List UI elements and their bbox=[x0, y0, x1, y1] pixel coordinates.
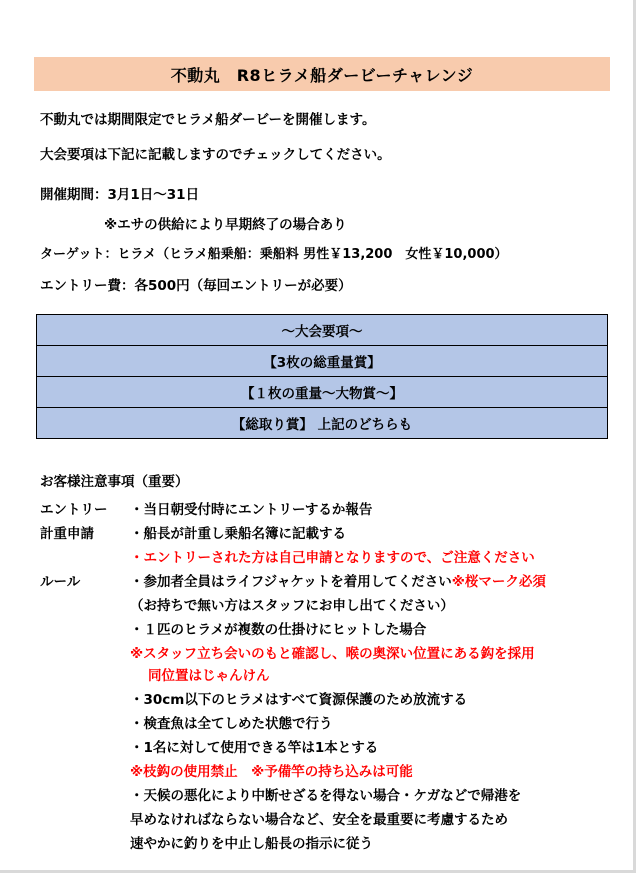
rule-inspection: ・検査魚は全てしめた状態で行う bbox=[130, 716, 333, 732]
rule-rod-red-row bbox=[40, 760, 413, 780]
page-title bbox=[34, 57, 610, 91]
rule-multi-hit-tiebreak: 同位置はじゃんけん bbox=[148, 668, 270, 684]
rules-header: ～大会要項～ bbox=[37, 315, 607, 346]
rule-rod-row bbox=[40, 736, 378, 756]
competition-rules-table bbox=[36, 314, 608, 439]
rule-life-jacket: ・参加者全員はライフジャケットを着用してください bbox=[130, 574, 452, 590]
intro-line-2: 大会要項は下記に記載しますのでチェックしてください。 bbox=[40, 147, 391, 163]
rule-multi-hit-judgement: ※スタッフ立ち会いのもと確認し、喉の奥深い位置にある鈎を採用 bbox=[130, 646, 535, 662]
rule-multi-hit-row bbox=[40, 618, 426, 638]
rule-safety-a: ・天候の悪化により中断せざるを得ない場合・ケガなどで帰港を bbox=[130, 788, 522, 804]
notes-weigh-warning-row bbox=[40, 546, 535, 566]
event-target: ターゲット：ヒラメ（ヒラメ船乗船：乗船料 男性￥13,200 女性￥10,000） bbox=[40, 247, 508, 262]
rule-safety-row-b bbox=[40, 808, 508, 828]
title-text: 不動丸 R8ヒラメ船ダービーチャレンジ bbox=[170, 65, 474, 85]
rule-total-weight: 【3枚の総重量賞】 bbox=[37, 346, 607, 377]
notes-weigh-row bbox=[40, 522, 346, 542]
notes-weigh-warning: ・エントリーされた方は自己申請となりますので、ご注意ください bbox=[130, 550, 535, 566]
entry-fee: エントリー費：各500円（毎回エントリーが必要） bbox=[40, 278, 352, 294]
rule-rod-limit: ・1名に対して使用できる竿は1本とする bbox=[130, 740, 379, 756]
rule-single-weight: 【１枚の重量～大物賞～】 bbox=[37, 377, 607, 408]
notes-rule-label: ルール bbox=[40, 574, 81, 590]
notes-weigh-label: 計重申請 bbox=[40, 526, 94, 542]
rule-release-row bbox=[40, 688, 467, 708]
rule-multi-hit-red-a-row bbox=[40, 642, 535, 662]
notes-weigh-text: ・船長が計重し乗船名簿に記載する bbox=[130, 526, 346, 542]
rule-grand-prize: 【総取り賞】 上記のどちらも bbox=[37, 408, 607, 438]
event-period: 開催期間：3月1日～31日 bbox=[40, 187, 200, 203]
rule-life-jacket-warning: ※桜マーク必須 bbox=[451, 574, 546, 590]
rule-multi-hit: ・１匹のヒラメが複数の仕掛けにヒットした場合 bbox=[130, 622, 427, 638]
notes-entry-row bbox=[40, 498, 372, 518]
rule-multi-hit-red-b-row bbox=[40, 664, 270, 684]
notes-entry-text: ・当日朝受付時にエントリーするか報告 bbox=[130, 502, 373, 518]
event-period-note: ※エサの供給により早期終了の場合あり bbox=[104, 217, 347, 233]
rule-safety-b: 早めなければならない場合など、安全を最重要に考慮するため bbox=[130, 812, 508, 828]
rule-life-jacket-sub-row bbox=[40, 594, 454, 614]
rule-safety-row-c bbox=[40, 832, 373, 852]
rule-safety-row-a bbox=[40, 784, 521, 804]
rule-rod-warning: ※枝鈎の使用禁止 ※予備竿の持ち込みは可能 bbox=[130, 764, 413, 780]
notes-entry-label: エントリー bbox=[40, 502, 108, 518]
intro-line-1: 不動丸では期間限定でヒラメ船ダービーを開催します。 bbox=[40, 112, 376, 128]
rule-inspection-row bbox=[40, 712, 333, 732]
notes-heading: お客様注意事項（重要） bbox=[40, 474, 189, 490]
notes-rule-row bbox=[40, 570, 546, 590]
rule-safety-c: 速やかに釣りを中止し船長の指示に従う bbox=[130, 836, 373, 852]
rule-release: ・30cm以下のヒラメはすべて資源保護のため放流する bbox=[130, 692, 468, 708]
rule-life-jacket-sub: （お持ちで無い方はスタッフにお申し出てください） bbox=[130, 598, 454, 614]
